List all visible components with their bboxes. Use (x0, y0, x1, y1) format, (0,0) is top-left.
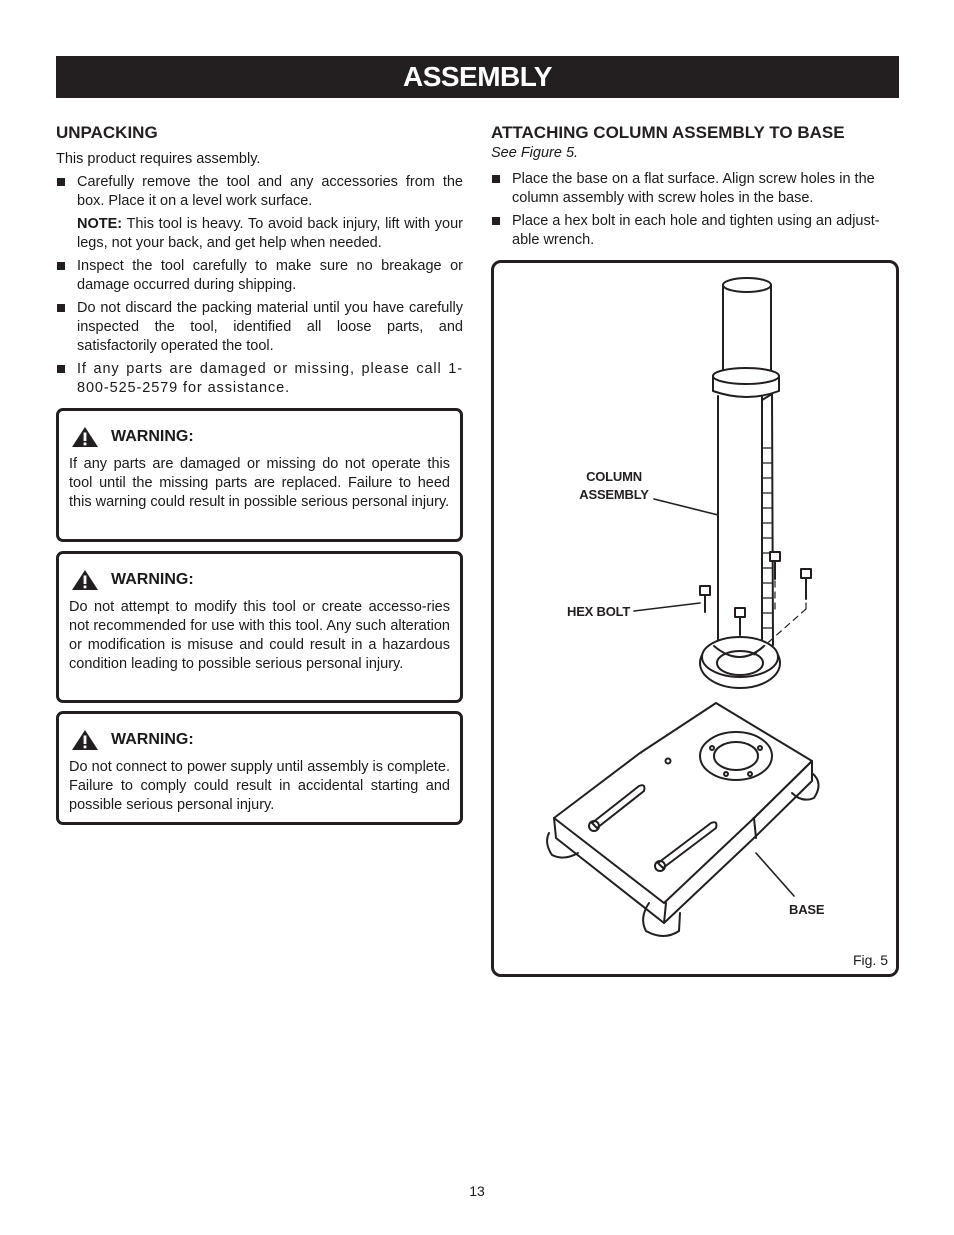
unpacking-section (56, 122, 463, 402)
bullet-square-icon (57, 304, 65, 312)
warning-triangle-icon (71, 569, 99, 591)
bullet-square-icon (57, 365, 65, 373)
label-base: BASE (789, 902, 825, 917)
section-banner: ASSEMBLY (56, 56, 899, 98)
attaching-section (491, 122, 899, 254)
bullet-square-icon (492, 217, 500, 225)
see-figure-reference: See Figure 5. (491, 145, 579, 161)
warning-header (69, 728, 450, 752)
page-number: 13 (469, 1183, 485, 1199)
label-hex-bolt: HEX BOLT (567, 604, 631, 619)
warning-label: WARNING: (111, 428, 194, 445)
unpacking-intro: This product requires assembly. (56, 151, 261, 167)
list-item: Place the base on a flat surface. Align screw holes in the column assembly with screw holes in the base. (491, 170, 899, 208)
warning-box-1 (56, 408, 463, 542)
warning-text: Do not connect to power supply until assembly is complete. Failure to comply could result in accidental starting and possible serious personal injury. (69, 759, 450, 813)
unpacking-heading: UNPACKING (56, 123, 158, 142)
unpacking-list-continued (56, 257, 463, 398)
label-column-assembly: COLUMN ASSEMBLY (579, 469, 649, 502)
warning-text: If any parts are damaged or missing do not operate this tool until the missing parts are replaced. Failure to heed this warning could result in possible serious personal injury. (69, 456, 450, 510)
note-text: This tool is heavy. To avoid back injury, lift with your legs, not your back, and get help when needed. (77, 216, 463, 251)
note-label: NOTE: (77, 216, 123, 232)
list-item: Carefully remove the tool and any accessories from the box. Place it on a level work surface. (56, 173, 463, 211)
warning-label: WARNING: (111, 571, 194, 588)
bullet-square-icon (57, 262, 65, 270)
list-item: Place a hex bolt in each hole and tighten using an adjust-able wrench. (491, 212, 899, 250)
warning-triangle-icon (71, 729, 99, 751)
warning-box-2 (56, 551, 463, 703)
warning-label: WARNING: (111, 731, 194, 748)
bullet-square-icon (57, 178, 65, 186)
list-item: Inspect the tool carefully to make sure no breakage or damage occurred during shipping. (56, 257, 463, 295)
warning-header (69, 425, 450, 449)
bullet-square-icon (492, 175, 500, 183)
warning-triangle-icon (71, 426, 99, 448)
warning-box-3 (56, 711, 463, 825)
warning-header (69, 568, 450, 592)
attaching-list (491, 170, 899, 250)
figure-caption: Fig. 5 (852, 952, 888, 968)
unpacking-list (56, 173, 463, 211)
note-paragraph (56, 215, 463, 253)
warning-text: Do not attempt to modify this tool or create accesso-ries not recommended for use with this tool. Any such alteration or modification is misuse and could result in a hazardous condition leading to possible serious personal injury. (69, 599, 450, 672)
column-base-illustration (494, 263, 896, 974)
attaching-heading: ATTACHING COLUMN ASSEMBLY TO BASE (491, 123, 845, 142)
list-item: Do not discard the packing material until you have carefully inspected the tool, identified all loose parts, and satisfactorily operated the tool. (56, 299, 463, 356)
figure-5 (491, 260, 899, 977)
list-item: If any parts are damaged or missing, please call 1-800-525-2579 for assistance. (56, 360, 463, 398)
